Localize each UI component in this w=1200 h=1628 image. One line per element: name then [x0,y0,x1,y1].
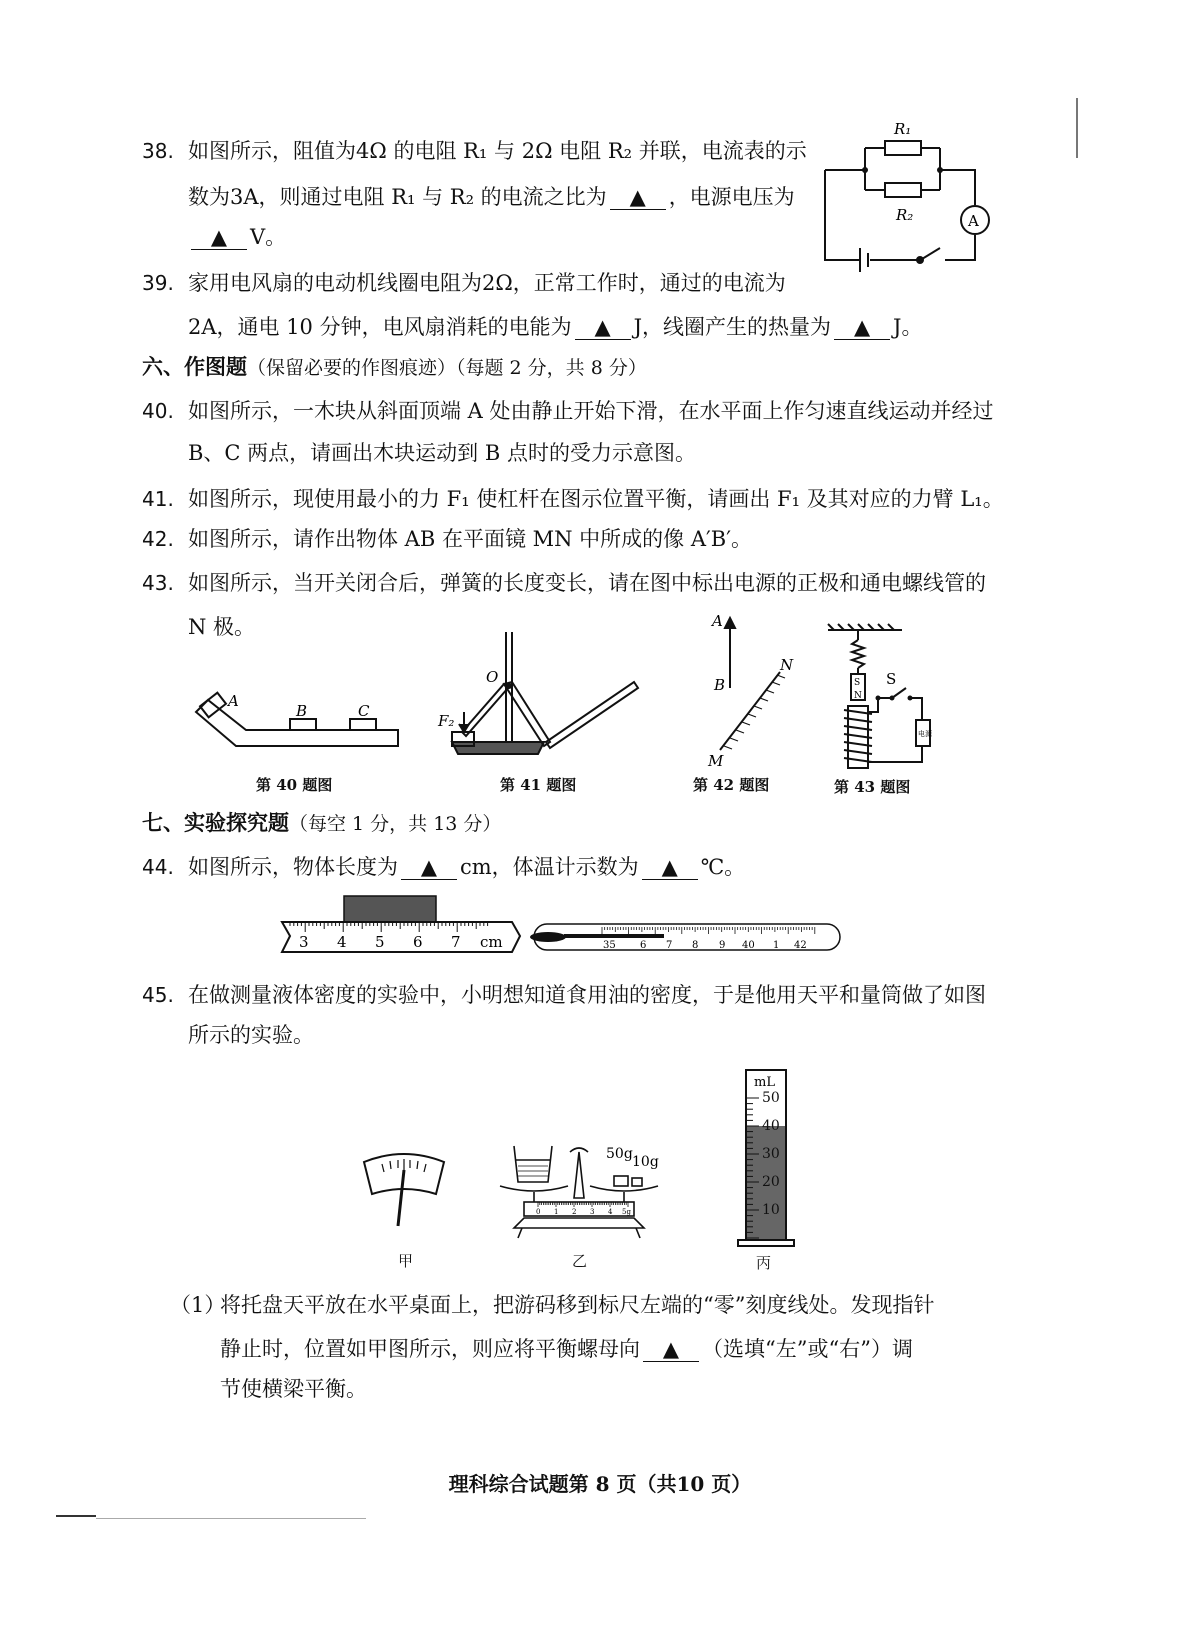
q39-text2-mid: J，线圈产生的热量为 [633,315,832,339]
q39-text2-post: J。 [893,315,923,339]
ruler-unit: cm [480,933,503,951]
balance-tick-label: 5g [622,1208,631,1216]
q40-line2 [188,438,696,468]
cylinder-tick-label: 20 [762,1174,780,1190]
q45-sub1-line1 [170,1290,934,1320]
q38-line3 [188,222,286,252]
q39-line1 [142,268,786,298]
answer-blank[interactable]: ▲ [401,855,457,880]
q40-line1 [142,396,994,426]
q39-text1: 家用电风扇的电动机线圈电阻为2Ω，正常工作时，通过的电流为 [188,271,786,295]
thermo-tick-label: 9 [719,940,726,951]
balance-tick-label: 3 [590,1208,595,1216]
fig40-incline [188,688,408,768]
ruler-tick-label: 7 [451,933,461,951]
fig43-magnet-s: S [854,678,861,688]
fig43-source-label: 电源 [918,730,932,738]
ruler-tick-label: 3 [299,933,309,951]
q44-number: 44. [142,855,174,879]
q38-text2-pre: 数为3A，则通过电阻 R₁ 与 R₂ 的电流之比为 [188,185,607,209]
q43-text2: N 极。 [188,615,256,639]
thermo-tick-label: 1 [773,940,780,951]
answer-blank[interactable]: ▲ [643,1337,699,1362]
fig42-label-n: N [780,656,794,674]
fig43-label-s: S [886,670,897,688]
q44-line1 [142,852,745,882]
thermo-tick-label: 8 [692,940,699,951]
fig-yi-label: 乙 [572,1252,588,1270]
fig-bing-label: 丙 [756,1254,772,1272]
section7-title: 七、实验探究题 [142,810,289,835]
q45-number: 45. [142,983,174,1007]
q44-text-mid: cm，体温计示数为 [460,855,639,879]
q45-sub1-text3: 节使横梁平衡。 [220,1377,367,1401]
fig42-label-a: A [712,612,723,630]
section7-heading [142,808,501,839]
cylinder-tick-label: 30 [762,1146,780,1162]
q40-text2: B、C 两点，请画出木块运动到 B 点时的受力示意图。 [188,441,696,465]
q38-circuit-diagram [800,110,1030,285]
q45-line1 [142,980,986,1010]
fig40-label-a: A [228,692,239,710]
q42-number: 42. [142,527,174,551]
cylinder-unit: mL [754,1075,775,1090]
section6-heading [142,352,647,383]
fig-yi-balance [494,1138,664,1248]
fig40-label-b: B [296,702,308,720]
q38-line1 [142,136,807,166]
scan-edge-mark [1076,98,1078,158]
fig-bing-cylinder [734,1066,804,1250]
q38-text3-post: V。 [250,225,287,249]
thermo-tick-label: 40 [742,940,755,951]
r1-label: R₁ [894,120,912,138]
cylinder-tick-label: 50 [762,1090,780,1106]
q38-number: 38. [142,139,174,163]
fig40-caption: 第 40 题图 [256,776,333,794]
q41-text1: 如图所示，现使用最小的力 F₁ 使杠杆在图示位置平衡，请画出 F₁ 及其对应的力臂 L₁。 [188,487,1004,511]
answer-blank[interactable]: ▲ [610,185,666,210]
fig41-label-f2: F₂ [438,712,455,730]
fig42-label-b: B [714,676,726,694]
fig41-caption: 第 41 题图 [500,776,577,794]
q40-number: 40. [142,399,174,423]
fig42-caption: 第 42 题图 [693,776,770,794]
fig43-solenoid [822,622,942,772]
page-footer: 理科综合试题第 8 页（共10 页） [448,1472,752,1496]
fig41-lever [434,624,654,774]
weight-50g: 50g [606,1146,633,1162]
section6-note: （保留必要的作图痕迹）（每题 2 分，共 8 分） [247,357,647,379]
answer-blank[interactable]: ▲ [575,315,631,340]
scan-edge-mark [56,1515,96,1517]
q42-text1: 如图所示，请作出物体 AB 在平面镜 MN 中所成的像 A′B′。 [188,527,752,551]
thermo-tick-label: 7 [666,940,673,951]
q45-sub1-number: （1） [170,1293,226,1317]
fig-jia-pointer-dial [360,1150,450,1240]
q43-number: 43. [142,571,174,595]
answer-blank[interactable]: ▲ [191,225,247,250]
q41-line1 [142,484,1004,514]
q39-number: 39. [142,271,174,295]
q45-text1: 在做测量液体密度的实验中，小明想知道食用油的密度，于是他用天平和量筒做了如图 [188,983,986,1007]
balance-tick-label: 0 [536,1208,541,1216]
q44-measurement-figure [276,890,846,960]
thermo-tick-label: 6 [640,940,647,951]
q39-line2 [188,312,922,342]
q45-text2: 所示的实验。 [188,1023,314,1047]
q44-text-pre: 如图所示，物体长度为 [188,855,398,879]
q38-text1: 如图所示，阻值为4Ω 的电阻 R₁ 与 2Ω 电阻 R₂ 并联，电流表的示 [188,139,807,163]
answer-blank[interactable]: ▲ [834,315,890,340]
balance-tick-label: 4 [608,1208,613,1216]
cylinder-tick-label: 40 [762,1118,780,1134]
ammeter-label: A [968,212,979,230]
section7-note: （每空 1 分，共 13 分） [289,813,502,835]
q39-text2-pre: 2A，通电 10 分钟，电风扇消耗的电能为 [188,315,572,339]
ruler-tick-label: 6 [413,933,423,951]
q43-text1: 如图所示，当开关闭合后，弹簧的长度变长，请在图中标出电源的正极和通电螺线管的 [188,571,986,595]
fig-jia-label: 甲 [398,1252,414,1270]
thermo-tick-label: 42 [794,940,807,951]
q40-text1: 如图所示，一木块从斜面顶端 A 处由静止开始下滑，在水平面上作匀速直线运动并经过 [188,399,994,423]
q44-text-post: ℃。 [700,855,746,879]
balance-tick-label: 2 [572,1208,577,1216]
q38-line2 [188,182,795,212]
fig41-label-o: O [486,668,499,686]
q45-sub1-text1: 将托盘天平放在水平桌面上，把游码移到标尺左端的“零”刻度线处。发现指针 [220,1293,935,1317]
ruler-tick-label: 5 [375,933,385,951]
q45-sub1-line3 [220,1374,367,1404]
section6-title: 六、作图题 [142,354,247,379]
weight-10g: 10g [632,1154,659,1170]
measured-object [344,896,436,922]
ruler-tick-label: 4 [337,933,347,951]
answer-blank[interactable]: ▲ [642,855,698,880]
q43-line2 [188,612,255,642]
q45-sub1-line2 [220,1334,913,1364]
fig43-caption: 第 43 题图 [834,778,911,796]
q43-line1 [142,568,986,598]
balance-tick-label: 1 [554,1208,559,1216]
thermometer-bulb [530,932,566,942]
q38-text2-post: ，电源电压为 [668,185,795,209]
thermo-tick-label: 35 [603,940,616,951]
q45-sub1-text2-post: （选填“左”或“右”）调 [702,1337,913,1361]
q45-line2 [188,1020,314,1050]
q42-line1 [142,524,752,554]
r2-label: R₂ [896,206,914,224]
fig42-label-m: M [708,752,724,770]
fig43-magnet-n: N [854,691,862,701]
q41-number: 41. [142,487,174,511]
scan-edge-mark [96,1518,366,1519]
q45-sub1-text2-pre: 静止时，位置如甲图所示，则应将平衡螺母向 [220,1337,640,1361]
cylinder-tick-label: 10 [762,1202,780,1218]
thermometer-mercury [564,934,664,938]
fig40-label-c: C [358,702,370,720]
fig42-mirror [700,612,810,772]
